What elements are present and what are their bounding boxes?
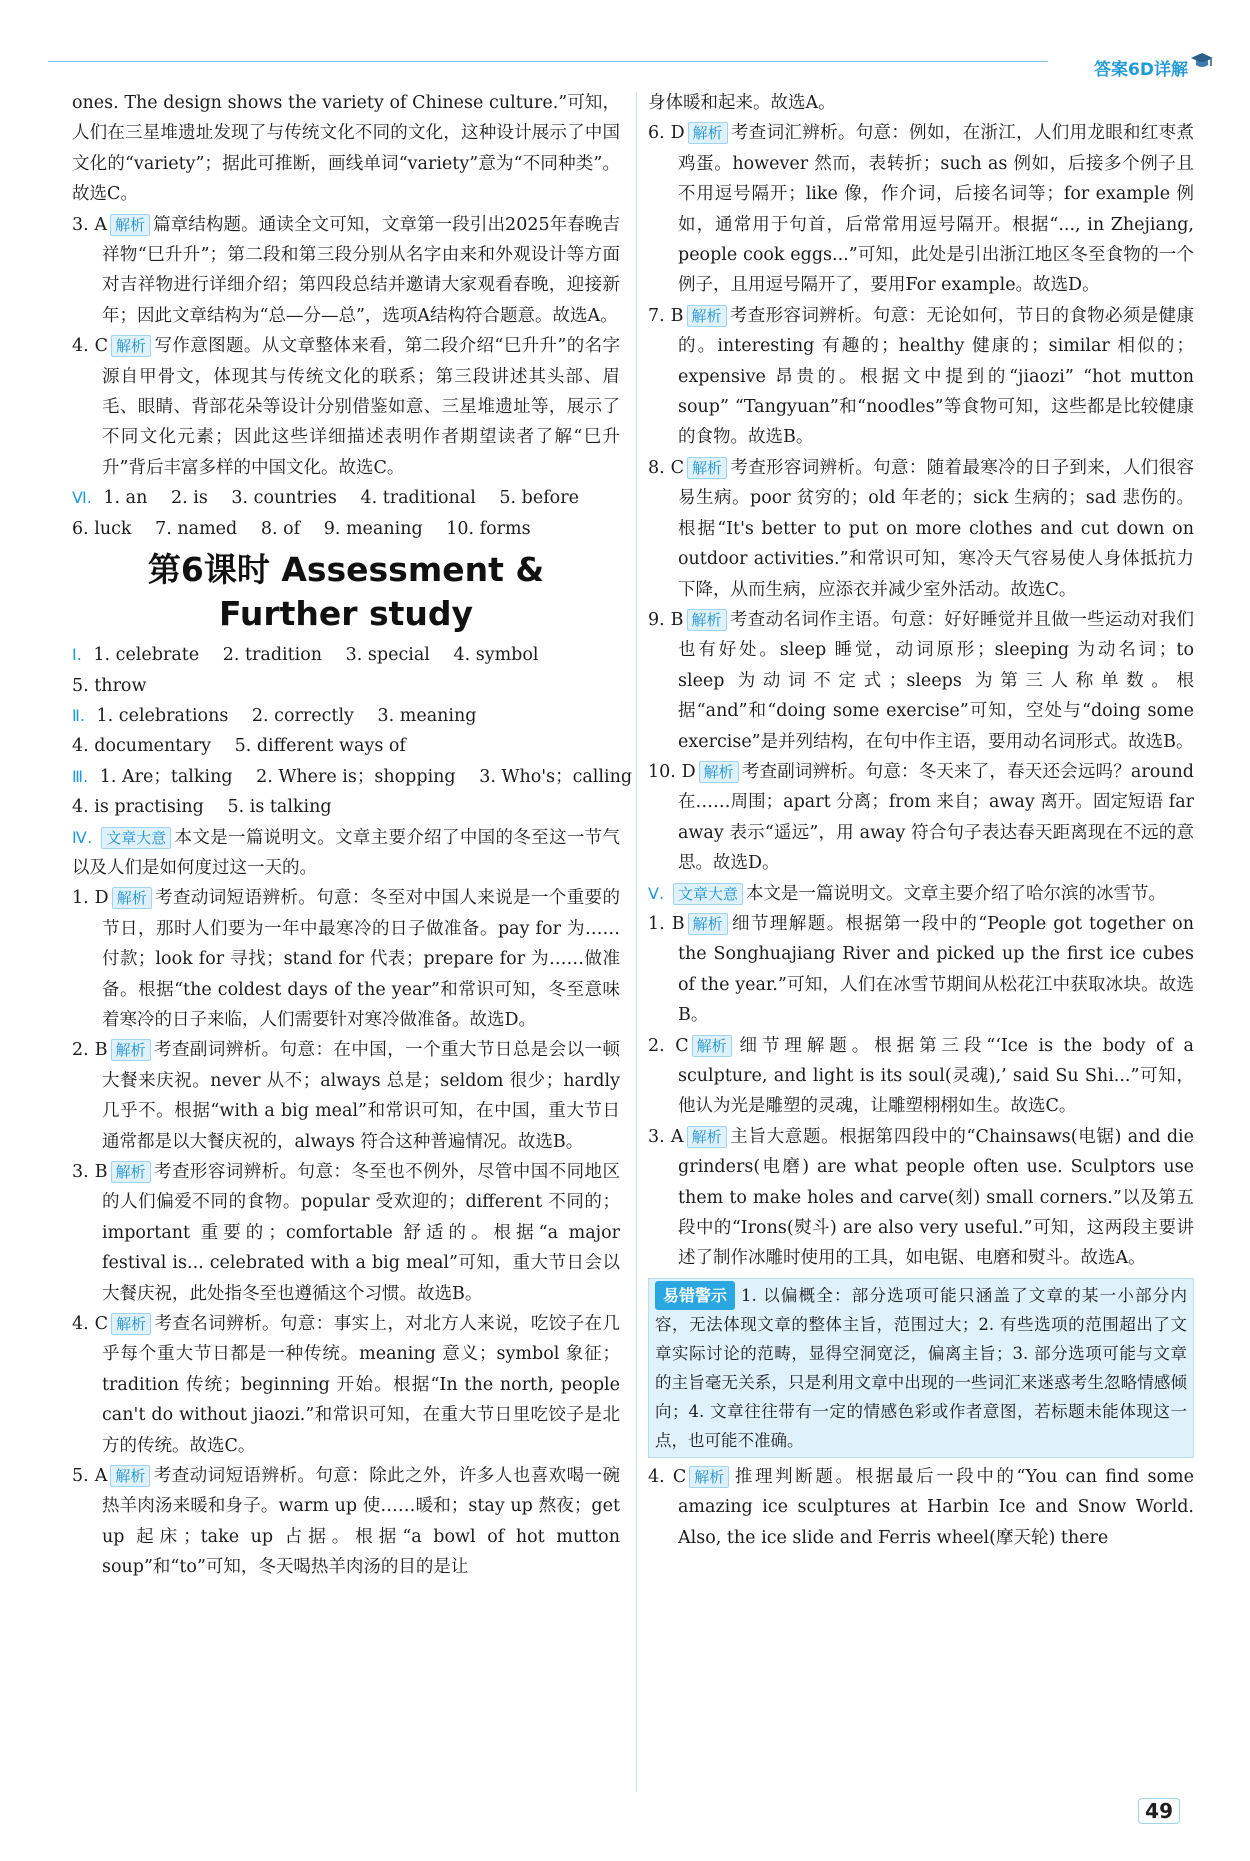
- item-number: 3. A: [72, 214, 107, 235]
- answer: 2. Where is；shopping: [256, 766, 456, 787]
- item-text: 细节理解题。根据第一段中的“People got together on the Songhuajiang River and picked up the first ice cubes of the year.”可知，人们在冰雪节期间从松花江中获取冰块。故选B。: [678, 913, 1194, 1026]
- lesson-title-line-2: Further study: [218, 594, 474, 634]
- item-number: 4. C: [72, 336, 109, 357]
- answer: 1. celebrate: [93, 645, 200, 666]
- section-2-answers-2: [72, 731, 620, 761]
- right-column: [648, 88, 1194, 1553]
- item-text: 考查形容词辨析。句意：无论如何，节日的食物必须是健康的。interesting 有趣的；healthy 健康的；similar 相似的；expensive 昂贵的。根据文中提到的“jiaozi” “hot mutton soup” “Tangyuan”和“noodles”等食物可知，这些都是比较健康的食物。故选B。: [678, 305, 1195, 448]
- section-4-summary: [72, 823, 620, 884]
- answer-item: [648, 757, 1194, 879]
- section-label: Ⅴ.: [648, 883, 665, 903]
- item-text: 考查形容词辨析。句意：冬至也不例外，尽管中国不同地区的人们偏爱不同的食物。popular 受欢迎的；different 不同的；important 重要的；comfortable 舒适的。根据“a major festival is... celebrated with a big meal”可知，重大节日会以大餐庆祝，此处指冬至也遵循这个习惯。故选B。: [102, 1162, 620, 1304]
- answer: 4. symbol: [453, 645, 539, 666]
- item-number: 6. D: [648, 123, 685, 144]
- answer: 3. Who's；calling: [479, 766, 633, 787]
- answer: 2. tradition: [222, 645, 323, 666]
- answer-list-c: [648, 118, 1194, 878]
- item-number: 2. C: [648, 1035, 689, 1056]
- section-label: Ⅵ.: [72, 488, 92, 508]
- item-number: 2. B: [72, 1040, 108, 1061]
- analysis-tag: 解析: [110, 214, 150, 236]
- summary-tag: 文章大意: [673, 883, 743, 905]
- answer: 4. documentary: [72, 736, 212, 757]
- item-text: 考查动词短语辨析。句意：冬至对中国人来说是一个重要的节日，那时人们要为一年中最寒冷的日子做准备。pay for 为……付款；look for 寻找；stand for 代表；prepare for 为……做准备。根据“the coldest days of the year”和常识可知，冬至意味着寒冷的日子来临，人们需要针对寒冷做准备。故选D。: [102, 888, 620, 1030]
- answer: 5. different ways of: [234, 736, 406, 757]
- analysis-tag: 解析: [111, 1313, 151, 1335]
- answer: 3. countries: [231, 488, 337, 509]
- section-6-answers-1: [72, 483, 620, 513]
- header-rule: [48, 61, 1048, 62]
- answer-item: [72, 1157, 620, 1309]
- answer-item: [648, 453, 1194, 605]
- answer-item: [648, 118, 1194, 300]
- answer: 2. is: [170, 488, 208, 509]
- lesson-title-line-1: 第6课时 Assessment &: [147, 550, 545, 590]
- left-column: [72, 88, 633, 1583]
- summary-tag: 文章大意: [101, 827, 171, 849]
- answer-item: [648, 301, 1194, 453]
- analysis-tag: 解析: [111, 1039, 151, 1061]
- section-label: Ⅲ.: [72, 766, 89, 786]
- analysis-tag: 解析: [688, 913, 728, 935]
- answer-item: [648, 1031, 1194, 1122]
- graduation-cap-icon: [1190, 52, 1214, 70]
- item-text: 考查副词辨析。句意：冬天来了，春天还会远吗？around 在……周围；apart 分离；from 来自；away 离开。固定短语 far away 表示“遥远”，用 away 符合句子表达春天距离现在不远的意思。故选D。: [678, 761, 1195, 874]
- answer: 1. an: [103, 488, 148, 509]
- answer: 5. before: [499, 488, 579, 509]
- column-divider: [636, 92, 637, 1792]
- analysis-tag: 解析: [112, 887, 152, 909]
- item-text: 细节理解题。根据第三段“‘Ice is the body of a sculpture, and light is its soul(灵魂),’ said Su Shi...”可知，他认为光是雕塑的灵魂，让雕塑栩栩如生。故选C。: [678, 1035, 1194, 1117]
- item-number: 3. B: [72, 1162, 108, 1182]
- answer-list-a: [72, 210, 620, 484]
- answer-item: [72, 1461, 620, 1583]
- answer: 8. of: [260, 518, 301, 539]
- answer-item: [72, 1035, 620, 1157]
- item-number: 9. B: [648, 609, 684, 630]
- analysis-tag: 解析: [692, 1035, 732, 1057]
- analysis-tag: 解析: [687, 609, 727, 631]
- answer-item: [72, 210, 620, 332]
- item-text: 主旨大意题。根据第四段中的“Chainsaws(电锯) and die grinders(电磨) are what people often use. Sculptors use them to make holes and carve(刻) small corners.”以及第五段中的“Irons(熨斗) are also very useful.”可知，这两段主要讲述了制作冰雕时使用的工具，如电锯、电磨和熨斗。故选A。: [678, 1126, 1194, 1269]
- item-number: 1. D: [72, 888, 109, 909]
- answer-list-b: [72, 883, 620, 1582]
- item-number: 1. B: [648, 913, 685, 934]
- analysis-tag: 解析: [687, 457, 727, 479]
- analysis-tag: 解析: [688, 122, 728, 144]
- answer-item: [72, 331, 620, 483]
- item-number: 7. B: [648, 305, 684, 326]
- item-text: 考查名词辨析。句意：事实上，对北方人来说，吃饺子在几乎每个重大节日都是一种传统。meaning 意义；symbol 象征；tradition 传统；beginning 开始。根据“In the north, people can't do without jiaozi.”和常识可知，在重大节日里吃饺子是北方的传统。故选C。: [102, 1314, 621, 1456]
- item-number: 4. C: [648, 1466, 687, 1487]
- section-6-answers-2: [72, 514, 620, 544]
- answer-item: [648, 605, 1194, 757]
- page-number: 49: [1138, 1798, 1180, 1824]
- answer: 4. traditional: [360, 488, 476, 509]
- answer: 1. celebrations: [96, 705, 229, 726]
- item-number: 4. C: [72, 1314, 109, 1335]
- summary-text: 本文是一篇说明文。文章主要介绍了哈尔滨的冰雪节。: [746, 883, 1167, 904]
- section-3-answers-1: [72, 762, 633, 792]
- answer: 9. meaning: [323, 518, 423, 539]
- answer-list-d: [648, 909, 1194, 1274]
- answer: 7. named: [155, 518, 238, 539]
- header-label: 答案6D详解: [1094, 60, 1188, 80]
- answer: 5. is talking: [227, 797, 332, 818]
- item-text: 篇章结构题。通读全文可知，文章第一段引出2025年春晚吉祥物“巳升升”；第二段和第三段分别从名字由来和外观设计等方面对吉祥物进行详细介绍；第四段总结并邀请大家观看春晚，迎接新年；因此文章结构为“总—分—总”，选项A结构符合题意。故选A。: [102, 214, 620, 326]
- lesson-title: [72, 548, 620, 636]
- answer: 3. special: [345, 645, 430, 666]
- item-number: 5. A: [72, 1466, 108, 1487]
- section-label: Ⅰ.: [72, 645, 82, 665]
- section-5-summary: [648, 879, 1194, 909]
- item-number: 8. C: [648, 457, 684, 478]
- section-2-answers-1: [72, 701, 620, 731]
- summary-text: 本文是一篇说明文。文章主要介绍了中国的冬至这一节气以及人们是如何度过这一天的。: [72, 827, 620, 878]
- section-3-answers-2: [72, 792, 620, 822]
- analysis-tag: 解析: [111, 1161, 151, 1183]
- right-intro: 身体暖和起来。故选A。: [648, 93, 836, 113]
- answer: 3. meaning: [377, 705, 477, 726]
- analysis-tag: 解析: [111, 335, 151, 357]
- section-1-answers-2: [72, 671, 620, 701]
- answer-item: [648, 1462, 1194, 1553]
- warning-text: 1. 以偏概全：部分选项可能只涵盖了文章的某一小部分内容，无法体现文章的整体主旨，范围过大；2. 有些选项的范围超出了文章实际讨论的范畴，显得空洞宽泛，偏离主旨；3. 部分选项可能与文章的主旨毫无关系，只是利用文章中出现的一些词汇来迷惑考生忽略情感倾向；4. 文章往往带有一定的情感色彩或作者意图，若标题未能体现这一点，也可能不准确。: [655, 1285, 1187, 1450]
- warning-tag: 易错警示: [655, 1281, 735, 1310]
- item-text: 考查形容词辨析。句意：随着最寒冷的日子到来，人们很容易生病。poor 贫穷的；old 年老的；sick 生病的；sad 悲伤的。根据“It's better to put on more clothes and cut down on outdoor activities.”和常识可知，寒冷天气容易使人身体抵抗力下降，从而生病，应添衣并减少室外活动。故选C。: [678, 457, 1194, 600]
- left-intro: ones. The design shows the variety of Chinese culture.”可知，人们在三星堆遗址发现了与传统文化不同的文化，这种设计展示了中国文化的“variety”；据此可推断，画线单词“variety”意为“不同种类”。故选C。: [72, 93, 620, 205]
- section-label: Ⅳ.: [72, 827, 93, 847]
- item-text: 考查动词短语辨析。句意：除此之外，许多人也喜欢喝一碗热羊肉汤来暖和身子。warm up 使……暖和；stay up 熬夜；get up 起床；take up 占据。根据“a bowl of hot mutton soup”和“to”可知，冬天喝热羊肉汤的目的是让: [102, 1466, 621, 1578]
- answer-item: [72, 883, 620, 1035]
- answer-item: [648, 909, 1194, 1031]
- section-label: Ⅱ.: [72, 705, 85, 725]
- error-warning-box: [648, 1278, 1194, 1458]
- item-text: 考查词汇辨析。句意：例如，在浙江，人们用龙眼和红枣煮鸡蛋。however 然而，表转折；such as 例如，后接多个例子且不用逗号隔开；like 像，作介词，后接名词等；for example 例如，通常用于句首，后常常用逗号隔开。根据“..., in Zhejiang, people cook eggs...”可知，此处是引出浙江地区冬至食物的一个例子，且用逗号隔开了，要用For example。故选D。: [678, 123, 1195, 296]
- item-text: 写作意图题。从文章整体来看，第二段介绍“巳升升”的名字源自甲骨文，体现其与传统文化的联系；第三段讲述其头部、眉毛、眼睛、背部花朵等设计分别借鉴如意、三星堆遗址等，展示了不同文化元素；因此这些详细描述表明作者期望读者了解“巳升升”背后丰富多样的中国文化。故选C。: [102, 336, 620, 478]
- section-1-answers-1: [72, 640, 620, 670]
- analysis-tag: 解析: [687, 305, 727, 327]
- answer: 10. forms: [446, 518, 531, 539]
- analysis-tag: 解析: [699, 761, 739, 783]
- answer: 4. is practising: [72, 797, 204, 818]
- item-text: 考查动名词作主语。句意：好好睡觉并且做一些运动对我们也有好处。sleep 睡觉，动词原形；sleeping 为动名词；to sleep 为动词不定式；sleeps 为第三人称单数。根据“and”和“doing some exercise”可知，空处与“doing some exercise”是并列结构，在句中作主语，要用动名词形式。故选B。: [678, 609, 1195, 752]
- item-text: 考查副词辨析。句意：在中国，一个重大节日总是会以一顿大餐来庆祝。never 从不；always 总是；seldom 很少；hardly 几乎不。根据“with a big meal”和常识可知，在中国，重大节日通常都是以大餐庆祝的，always 符合这种普遍情况。故选B。: [102, 1040, 620, 1152]
- item-number: 10. D: [648, 761, 696, 782]
- answer: 5. throw: [72, 675, 147, 696]
- analysis-tag: 解析: [687, 1126, 727, 1148]
- answer: 2. correctly: [251, 705, 354, 726]
- item-text: 推理判断题。根据最后一段中的“You can find some amazing ice sculptures at Harbin Ice and Snow World. Also, the ice slide and Ferris wheel(摩天轮) there: [678, 1466, 1195, 1548]
- answer-item: [648, 1122, 1194, 1274]
- answer-item: [72, 1309, 620, 1461]
- answer-list-e: [648, 1462, 1194, 1553]
- analysis-tag: 解析: [689, 1466, 729, 1488]
- analysis-tag: 解析: [110, 1465, 150, 1487]
- answer: 6. luck: [72, 518, 132, 539]
- answer: 1. Are；talking: [99, 766, 233, 787]
- item-number: 3. A: [648, 1126, 684, 1147]
